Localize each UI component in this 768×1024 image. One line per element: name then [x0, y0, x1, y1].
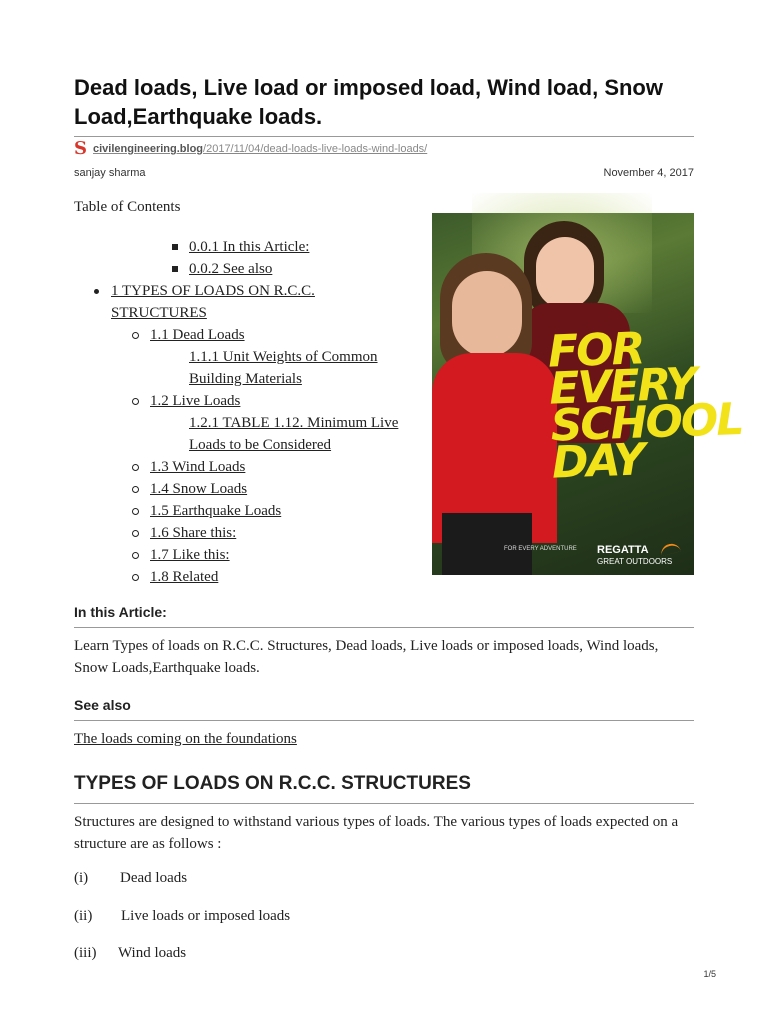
ad-child-front-legs [442, 513, 532, 575]
source-link[interactable] [93, 143, 427, 155]
list-number: (i) [74, 870, 89, 886]
toc-title: Table of Contents [74, 199, 181, 215]
list-number: (ii) [74, 908, 93, 924]
table-of-contents [74, 236, 414, 588]
section-heading-in-this-article: In this Article: [74, 604, 694, 628]
toc-link-types-of-loads[interactable]: 1 TYPES OF LOADS ON R.C.C. STRUCTURES [111, 283, 315, 321]
section-heading-types-of-loads: TYPES OF LOADS ON R.C.C. STRUCTURES [74, 773, 694, 804]
site-logo-icon: S [74, 138, 87, 159]
toc-item [74, 456, 414, 478]
section-heading-see-also: See also [74, 697, 694, 721]
toc-item [74, 478, 414, 500]
toc-link-related[interactable]: 1.8 Related [150, 569, 219, 585]
article-meta [74, 167, 694, 179]
toc-item [74, 346, 414, 390]
ad-tagline: FOR EVERY ADVENTURE [504, 546, 577, 552]
list-label: Live loads or imposed loads [121, 908, 291, 924]
list-item [74, 945, 186, 962]
toc-link-earthquake-loads[interactable]: 1.5 Earthquake Loads [150, 503, 282, 519]
toc-link-live-loads[interactable]: 1.2 Live Loads [150, 393, 241, 409]
toc-link-table-live-loads[interactable]: 1.2.1 TABLE 1.12. Minimum Live Loads to be Considered [189, 415, 399, 453]
source-path: /2017/11/04/dead-loads-live-loads-wind-loads/ [203, 143, 428, 155]
types-intro-text: Structures are designed to withstand various types of loads. The various types of loads expected on a structure are as follows : [74, 814, 679, 852]
source-line [74, 138, 428, 159]
toc-link-in-this-article[interactable]: 0.0.1 In this Article: [189, 239, 310, 255]
toc-link-like-this[interactable]: 1.7 Like this: [150, 547, 230, 563]
toc-item [74, 412, 414, 456]
ad-slogan: FOR EVERY SCHOOL DAY [547, 323, 744, 489]
source-domain: civilengineering.blog [93, 143, 204, 155]
toc-item [74, 500, 414, 522]
page-number: 1/5 [703, 969, 716, 979]
toc-item [74, 280, 414, 324]
title-divider [74, 136, 694, 137]
list-number: (iii) [74, 945, 97, 961]
ad-brand-swoosh-icon [659, 542, 681, 557]
publish-date: November 4, 2017 [603, 167, 694, 179]
see-also-paragraph [74, 728, 694, 750]
ad-child-front-face [452, 271, 522, 357]
ad-brand: REGATTA [597, 544, 649, 556]
toc-link-unit-weights[interactable]: 1.1.1 Unit Weights of Common Building Materials [189, 349, 378, 387]
list-label: Wind loads [118, 945, 187, 961]
list-item [74, 908, 290, 925]
toc-item [74, 324, 414, 346]
list-label: Dead loads [120, 870, 188, 886]
toc-link-dead-loads[interactable]: 1.1 Dead Loads [150, 327, 245, 343]
toc-link-see-also[interactable]: 0.0.2 See also [189, 261, 273, 277]
article-title: Dead loads, Live load or imposed load, Wind load, Snow Load,Earthquake loads. [74, 75, 663, 129]
ad-child-back-face [536, 237, 594, 309]
toc-item [74, 236, 414, 258]
toc-item [74, 522, 414, 544]
toc-link-snow-loads[interactable]: 1.4 Snow Loads [150, 481, 248, 497]
toc-item [74, 390, 414, 412]
toc-link-wind-loads[interactable]: 1.3 Wind Loads [150, 459, 246, 475]
toc-link-share-this[interactable]: 1.6 Share this: [150, 525, 237, 541]
list-item [74, 870, 187, 887]
ad-brand-sub: GREAT OUTDOORS [597, 557, 673, 566]
advertisement-image[interactable] [432, 213, 744, 575]
toc-item [74, 544, 414, 566]
in-this-article-text: Learn Types of loads on R.C.C. Structures, Dead loads, Live loads or imposed loads, Wind loads, Snow Loads,Earthquake loads. [74, 638, 659, 676]
see-also-link[interactable]: The loads coming on the foundations [74, 731, 297, 747]
toc-item [74, 258, 414, 280]
author: sanjay sharma [74, 167, 146, 179]
toc-item [74, 566, 414, 588]
